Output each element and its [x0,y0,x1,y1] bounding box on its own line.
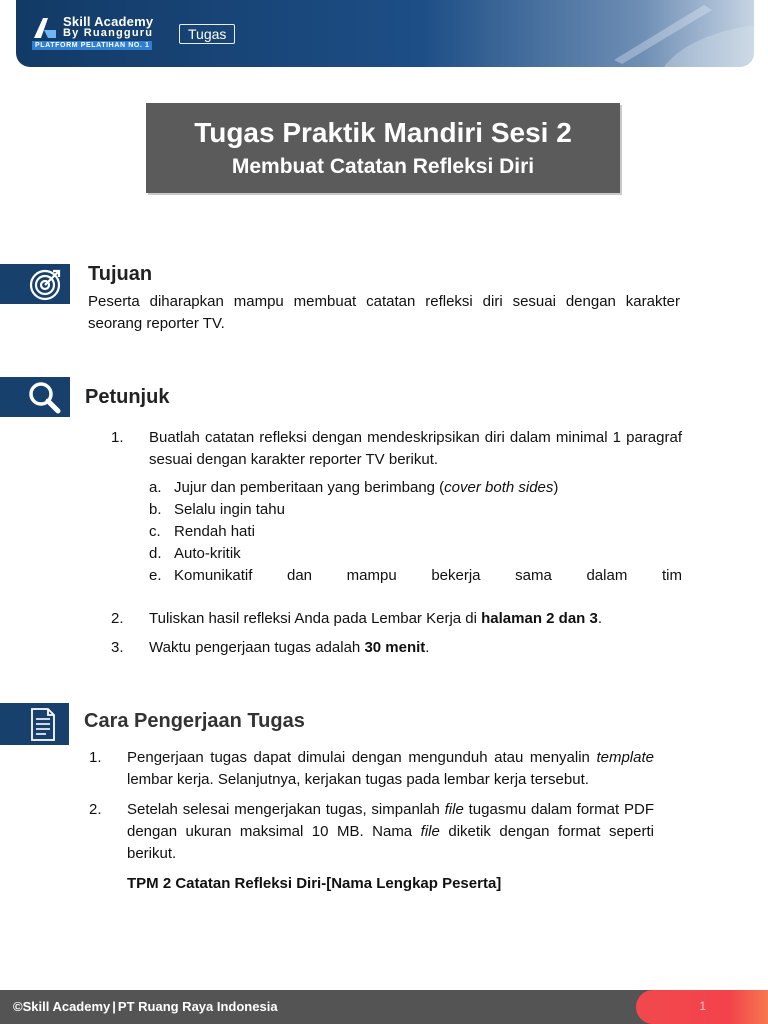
list-text [127,799,654,865]
list-item [111,637,682,659]
document-icon [0,703,69,745]
filename-format: TPM 2 Catatan Refleksi Diri-[Nama Lengkap Peserta] [127,875,502,892]
title-box [146,103,620,193]
text-part: lembar kerja. Selanjutnya, kerjakan tugas pada lembar kerja tersebut. [127,771,589,788]
sub-list-text-end: ) [553,479,559,496]
tujuan-heading: Tujuan [88,263,153,285]
list-number: 2. [89,801,102,818]
list-number: 1. [111,429,124,446]
list-text-end: . [597,610,603,627]
sub-list-letter: a. [149,479,162,496]
petunjuk-icon-box [0,377,70,417]
list-text: Tuliskan hasil refleksi Anda pada Lembar Kerja di [149,610,482,627]
tugas-tag: Tugas [179,24,235,44]
list-text-end: . [425,639,430,656]
word: bekerja [431,567,481,584]
footer [0,990,768,1024]
list-item [111,427,682,471]
sub-list-letter: b. [149,501,162,518]
target-icon [0,264,70,304]
sub-list-letter: c. [149,523,161,540]
italic-part: file [444,801,464,818]
sub-list-text [174,565,682,587]
sub-list-letter: d. [149,545,162,562]
page-number: 1 [699,999,706,1013]
sub-list-text: Jujur dan pemberitaan yang berimbang ( [174,479,445,496]
sub-list-text: Selalu ingin tahu [174,501,285,518]
pen-hand-decoration [554,0,754,67]
text-part: Setelah selesai mengerjakan tugas, simpanlah [127,801,445,818]
brand-name: Skill Academy [63,14,154,29]
list-number: 1. [89,749,102,766]
list-text: Waktu pengerjaan tugas adalah [149,639,365,656]
word: Komunikatif [174,567,253,584]
sub-list-item [149,543,682,565]
word: sama [515,567,552,584]
brand-tagline: PLATFORM PELATIHAN NO. 1 [32,41,152,50]
footer-copyright: ©Skill Academy [13,999,111,1014]
brand-subname: By Ruangguru [63,27,154,39]
list-number: 3. [111,639,124,656]
sub-list-item [149,477,682,499]
list-bold: halaman 2 dan 3 [481,610,598,627]
sub-list-letter: e. [149,567,162,584]
logo-mark-icon [32,16,58,40]
list-bold: 30 menit [364,639,426,656]
word: tim [661,567,682,584]
word: mampu [346,567,397,584]
petunjuk-heading: Petunjuk [85,386,170,408]
text-part: tugasmu dalam format PDF dengan ukuran maksimal 10 MB. Nama [127,801,654,840]
list-text: Buatlah catatan refleksi dengan mendeskripsikan diri dalam minimal 1 paragraf sesuai dengan karakter reporter TV berikut. [149,429,682,468]
magnifier-icon [0,377,70,417]
petunjuk-list [111,427,682,659]
cara-heading: Cara Pengerjaan Tugas [84,710,305,732]
sub-list-italic: cover both sides [444,479,554,496]
sub-list-item [149,499,682,521]
cara-list [89,747,654,895]
tujuan-icon-box [0,264,70,304]
cara-icon-box [0,703,69,745]
text-part: Pengerjaan tugas dapat dimulai dengan mengunduh atau menyalin [127,749,597,766]
list-text [127,747,654,791]
text-part: diketik dengan format seperti berikut. [127,823,654,862]
list-item [89,799,654,895]
sub-list-text: Rendah hati [174,523,255,540]
sub-list-item [149,565,682,587]
sub-list [111,477,682,587]
sub-list-text: Auto-kritik [174,545,241,562]
page-subtitle: Membuat Catatan Refleksi Diri [231,155,535,178]
word: dan [287,567,313,584]
page-title: Tugas Praktik Mandiri Sesi 2 [194,117,572,148]
list-number: 2. [111,610,124,627]
italic-part: file [420,823,440,840]
header-banner [16,0,754,67]
italic-part: template [596,749,654,766]
list-item [111,608,682,630]
footer-company: PT Ruang Raya Indonesia [117,999,278,1014]
footer-text: ©Skill Academy | PT Ruang Raya Indonesia [13,999,278,1014]
skill-academy-logo[interactable] [32,14,182,54]
list-item [89,747,654,791]
tujuan-text: Peserta diharapkan mampu membuat catatan refleksi diri sesuai dengan karakter seorang reporter TV. [88,293,680,332]
word: dalam [586,567,628,584]
sub-list-item [149,521,682,543]
